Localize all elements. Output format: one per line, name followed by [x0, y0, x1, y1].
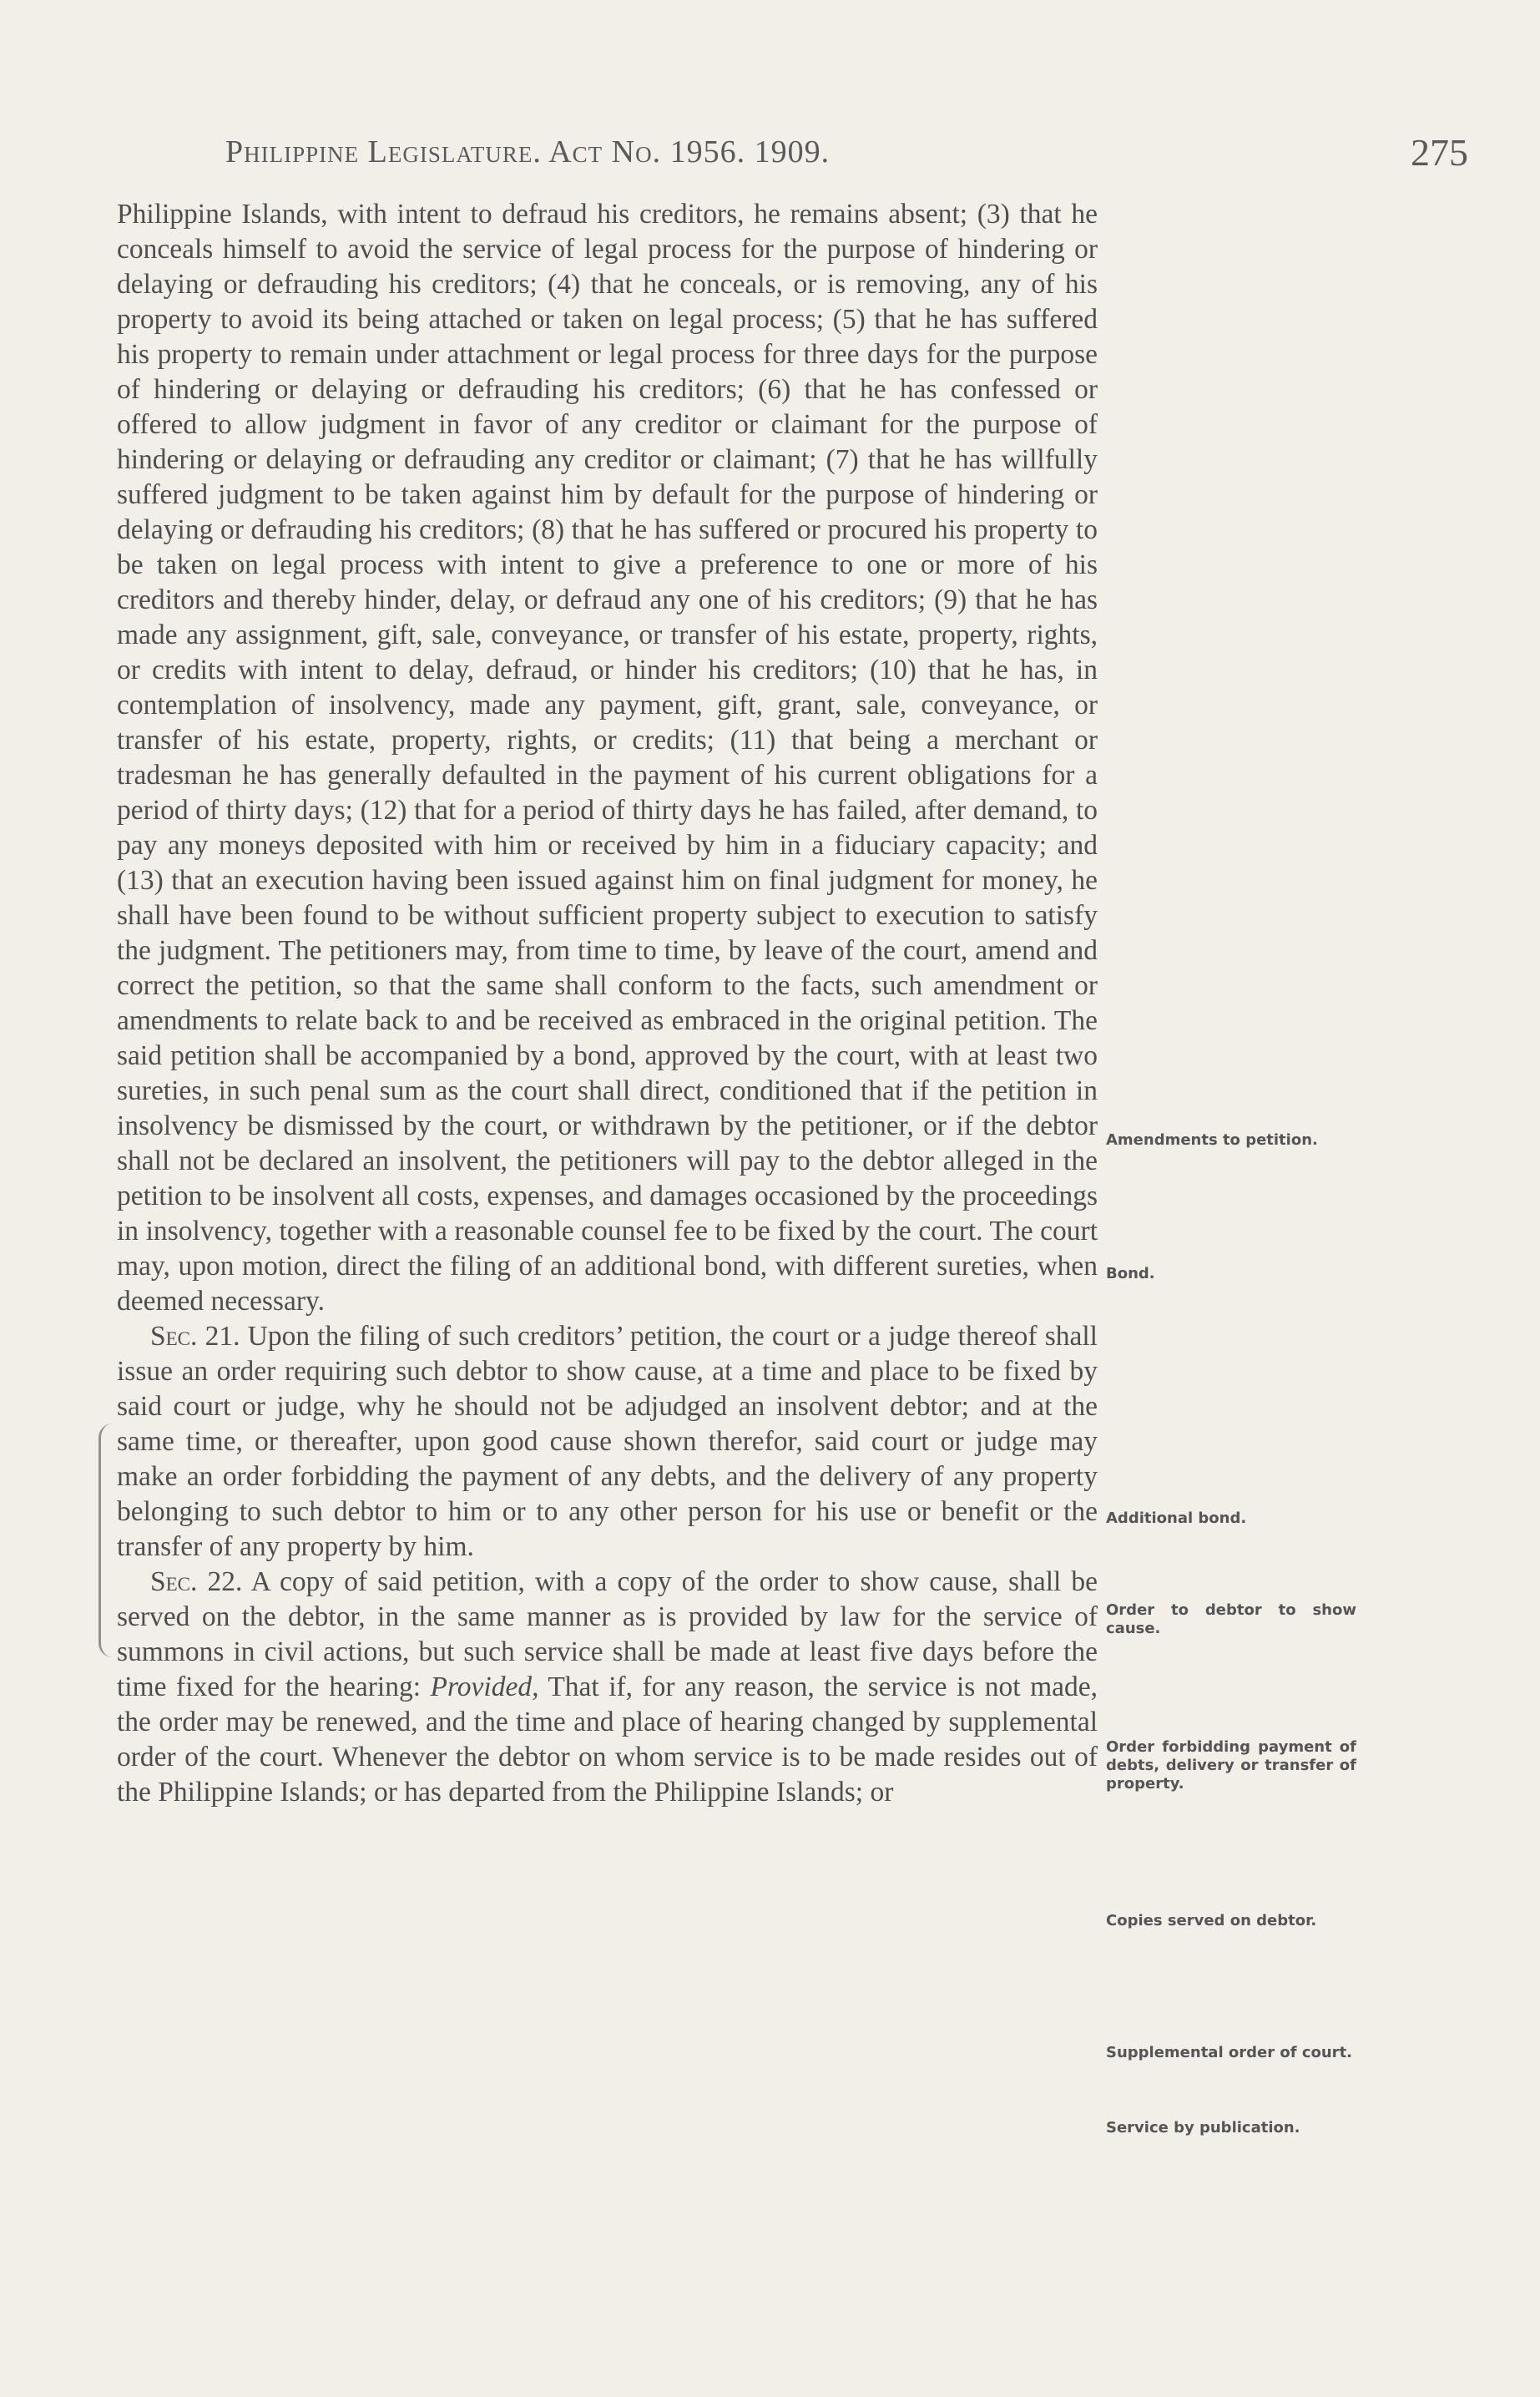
margin-note-service-publication: Service by publication.	[1106, 2119, 1300, 2137]
margin-note-supplemental-order: Supplemental order of court.	[1106, 2044, 1353, 2061]
body-text	[117, 197, 1098, 1810]
section-22-text-a: A copy of said petition, with a copy of the order to show cause, shall be served on the debtor, in the same manner as is provided by law for the service of summons in civil actions, but such service shall be made at least five days before the time fixed for the hearing:	[117, 1566, 1098, 1702]
paragraph-continued: Philippine Islands, with intent to defraud his creditors, he remains absent; (3) that he conceals himself to avoid the service of legal process for the purpose of hindering or delaying or defrauding his creditors; (4) that he conceals, or is removing, any of his property to avoid its being attached or taken on legal process; (5) that he has suffered his property to remain under attachment or legal process for three days for the purpose of hindering or delaying or defrauding his creditors; (6) that he has confessed or offered to allow judgment in favor of any creditor or claimant for the purpose of hindering or delaying or defrauding any creditor or claimant; (7) that he has willfully suffered judgment to be taken against him by default for the purpose of hindering or delaying or defrauding his creditors; (8) that he has suffered or procured his property to be taken on legal process with intent to give a preference to one or more of his creditors and thereby hinder, delay, or defraud any one of his creditors; (9) that he has made any assignment, gift, sale, conveyance, or transfer of his estate, property, rights, or credits with intent to delay, defraud, or hinder his creditors; (10) that he has, in contemplation of insolvency, made any payment, gift, grant, sale, conveyance, or transfer of his estate, property, rights, or credits; (11) that being a merchant or tradesman he has generally defaulted in the payment of his current obligations for a period of thirty days; (12) that for a period of thirty days he has failed, after demand, to pay any moneys deposited with him or received by him in a fiduciary capacity; and (13) that an execution having been issued against him on final judgment for money, he shall have been found to be without sufficient property subject to execution to satisfy the judgment. The petitioners may, from time to time, by leave of the court, amend and correct the petition, so that the same shall conform to the facts, such amendment or amendments to relate back to and be received as embraced in the original petition. The said petition shall be accompanied by a bond, approved by the court, with at least two sureties, in such penal sum as the court shall direct, conditioned that if the petition in insolvency be dismissed by the court, or withdrawn by the petitioner, or if the debtor shall not be declared an insolvent, the petitioners will pay to the debtor alleged in the petition to be insolvent all costs, expenses, and damages occasioned by the proceedings in insolvency, together with a reasonable counsel fee to be fixed by the court. The court may, upon motion, direct the filing of an additional bond, with different sureties, when deemed necessary.	[117, 199, 1098, 1317]
page-number: 275	[1411, 131, 1468, 174]
section-21-label: Sec. 21.	[150, 1321, 240, 1352]
section-22-label: Sec. 22.	[150, 1566, 243, 1597]
section-22-text-b: That if, for any reason, the service is not made, the order may be renewed, and the time and place of hearing changed by supplemental order of the court. Whenever the debtor on whom service is to be made resides out of the Philippine Islands; or has departed from the Philippine Islands; or	[117, 1671, 1098, 1808]
margin-note-additional-bond: Additional bond.	[1106, 1510, 1247, 1527]
margin-note-amendments: Amendments to petition.	[1106, 1131, 1318, 1149]
margin-bracket-mark	[98, 1424, 113, 1657]
section-21	[117, 1319, 1098, 1565]
section-21-text: Upon the filing of such creditors’ petition, the court or a judge thereof shall issue an order requiring such debtor to show cause, at a time and place to be fixed by said court or judge, why he should not be adjudged an insolvent debtor; and at the same time, or thereafter, upon good cause shown therefor, said court or judge may make an order forbidding the payment of any debts, and the delivery of any property belonging to such debtor to him or to any other person for his use or benefit or the transfer of any property by him.	[117, 1321, 1098, 1562]
margin-note-order-show-cause: Order to debtor to show cause.	[1106, 1601, 1356, 1637]
section-22	[117, 1565, 1098, 1810]
margin-note-copies-served: Copies served on debtor.	[1106, 1912, 1317, 1929]
margin-note-order-forbidding: Order forbidding payment of debts, delivery or transfer of property.	[1106, 1738, 1356, 1793]
margin-note-bond: Bond.	[1106, 1265, 1155, 1282]
section-22-proviso: Provided,	[430, 1671, 539, 1702]
running-title: Philippine Legislature. Act No. 1956. 1909.	[225, 134, 831, 169]
margin-notes	[1106, 0, 1381, 2397]
